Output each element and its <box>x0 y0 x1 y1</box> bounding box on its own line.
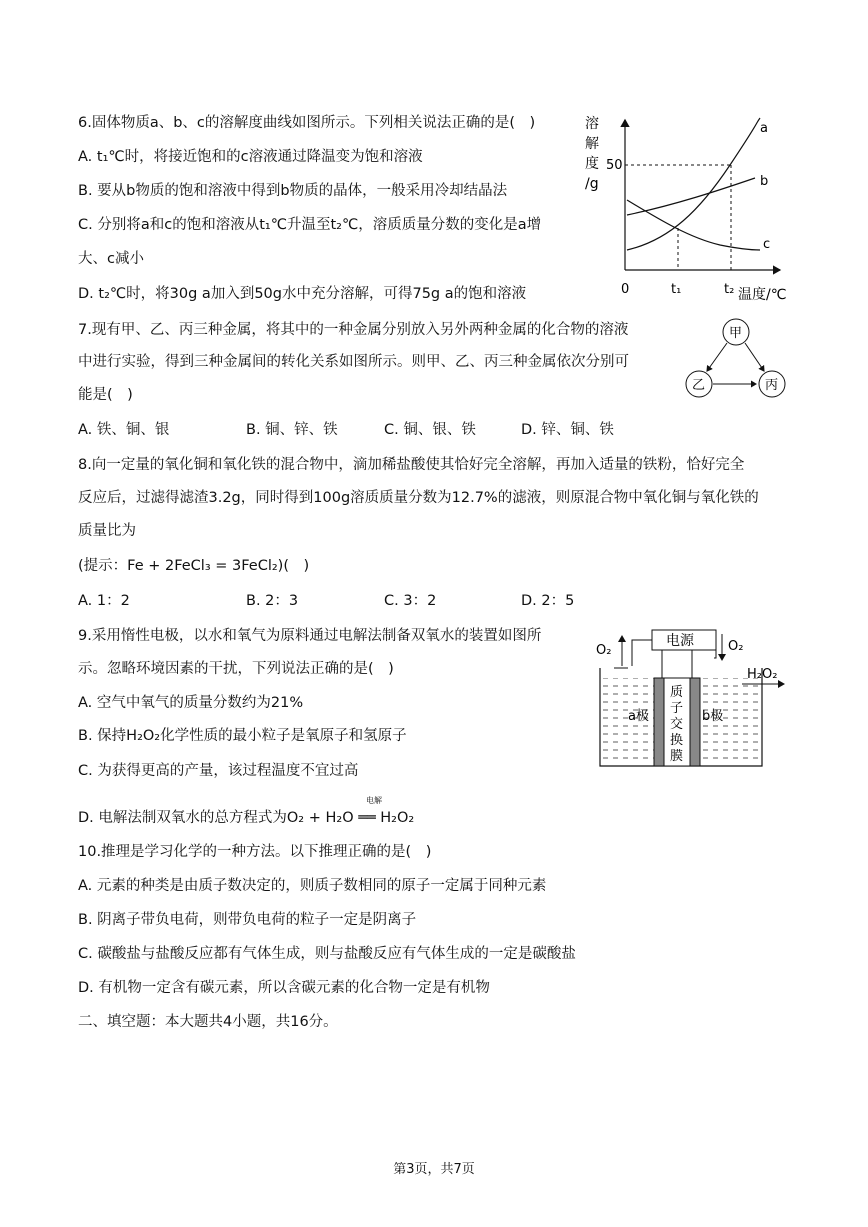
q7-stem-line2: 中进行实验，得到三种金属间的转化关系如图所示。则甲、乙、丙三种金属依次分别可 <box>78 354 629 370</box>
electrode-a-label: a极 <box>628 709 649 724</box>
q8-hint: (提示：Fe + 2FeCl₃ = 3FeCl₂)( ) <box>78 558 310 574</box>
node-bing-label: 丙 <box>765 378 779 393</box>
membrane-char-3: 交 <box>670 717 684 732</box>
electrode-a <box>654 678 664 766</box>
curve-b <box>627 178 755 215</box>
q9-stem-line1: 9.采用惰性电极，以水和氧气为原料通过电解法制备双氧水的装置如图所 <box>78 628 542 644</box>
q7-option-c: C. 铜、银、铁 <box>384 422 476 438</box>
membrane-char-1: 质 <box>670 685 684 700</box>
q10-option-c: C. 碳酸盐与盐酸反应都有气体生成，则与盐酸反应有气体生成的一定是碳酸盐 <box>78 946 576 962</box>
membrane-char-5: 膜 <box>670 749 684 764</box>
curve-a <box>627 118 760 250</box>
membrane-char-4: 换 <box>670 733 684 748</box>
q9-option-b: B. 保持H₂O₂化学性质的最小粒子是氧原子和氢原子 <box>78 728 407 744</box>
q8-option-c: C. 3：2 <box>384 593 437 609</box>
q8-stem-line3: 质量比为 <box>78 523 136 539</box>
q8-option-a: A. 1：2 <box>78 593 130 609</box>
q7-option-d: D. 锌、铜、铁 <box>521 422 614 438</box>
h2o2-label: H₂O₂ <box>747 667 778 682</box>
o2-right-label: O₂ <box>728 639 744 654</box>
page-footer: 第3页，共7页 <box>393 1162 475 1177</box>
q8-stem-line2: 反应后，过滤得滤渣3.2g，同时得到100g溶质质量分数为12.7%的滤液，则原混合物中氧化铜与氧化铁的 <box>78 490 759 506</box>
q10-option-d: D. 有机物一定含有碳元素，所以含碳元素的化合物一定是有机物 <box>78 980 490 996</box>
q7-stem-line3: 能是( ) <box>78 387 133 403</box>
chart-ylabel-2: 解 <box>585 136 599 152</box>
electrode-b-label: b极 <box>702 709 724 724</box>
chart-xlabel: 温度/℃ <box>738 287 787 303</box>
q9-option-a: A. 空气中氧气的质量分数约为21% <box>78 695 304 711</box>
q8-stem-line1: 8.向一定量的氧化铜和氧化铁的混合物中，滴加稀盐酸使其恰好完全溶解，再加入适量的铁粉，恰好完全 <box>78 457 745 473</box>
q6-stem: 6.固体物质a、b、c的溶解度曲线如图所示。下列相关说法正确的是( ) <box>78 115 536 131</box>
q6-option-c-line1: C. 分别将a和c的饱和溶液从t₁℃升温至t₂℃，溶质质量分数的变化是a增 <box>78 217 542 233</box>
q6-option-b: B. 要从b物质的饱和溶液中得到b物质的晶体，一般采用冷却结晶法 <box>78 183 508 199</box>
metal-conversion-diagram <box>680 316 790 404</box>
chart-x-tick-t2: t₂ <box>724 282 735 297</box>
curve-c <box>627 200 760 250</box>
q9-option-c: C. 为获得更高的产量，该过程温度不宜过高 <box>78 763 359 779</box>
q8-option-b: B. 2：3 <box>246 593 299 609</box>
q6-option-a: A. t₁℃时，将接近饱和的c溶液通过降温变为饱和溶液 <box>78 149 423 165</box>
node-yi-label: 乙 <box>692 378 706 393</box>
q10-option-a: A. 元素的种类是由质子数决定的，则质子数相同的原子一定属于同种元素 <box>78 878 547 894</box>
q8-option-d: D. 2：5 <box>521 593 575 609</box>
q7-option-a: A. 铁、铜、银 <box>78 422 170 438</box>
q10-stem: 10.推理是学习化学的一种方法。以下推理正确的是( ) <box>78 844 432 860</box>
curve-c-label: c <box>763 237 771 252</box>
solubility-curve-chart <box>580 110 800 310</box>
q9-option-d-condition: 电解 <box>366 796 382 805</box>
q9-option-d: D. 电解法制双氧水的总方程式为O₂ + H₂O ══ H₂O₂ <box>78 810 415 826</box>
arrow-jia-bing <box>745 343 764 371</box>
membrane-char-2: 子 <box>670 701 684 716</box>
chart-x-tick-t1: t₁ <box>671 282 682 297</box>
electrolysis-apparatus <box>592 626 792 770</box>
chart-ylabel-1: 溶 <box>585 116 599 132</box>
q7-stem-line1: 7.现有甲、乙、丙三种金属，将其中的一种金属分别放入另外两种金属的化合物的溶液 <box>78 322 629 338</box>
curve-b-label: b <box>760 174 769 189</box>
q10-option-b: B. 阴离子带负电荷，则带负电荷的粒子一定是阴离子 <box>78 912 417 928</box>
electrode-b <box>690 678 700 766</box>
chart-ylabel-3: 度 <box>585 156 599 172</box>
power-label: 电源 <box>666 633 694 649</box>
section-2-heading: 二、填空题：本大题共4小题，共16分。 <box>78 1014 338 1030</box>
node-jia-label: 甲 <box>729 326 743 341</box>
chart-ylabel-4: /g <box>585 176 599 192</box>
chart-y-tick-50: 50 <box>606 158 623 173</box>
q7-option-b: B. 铜、锌、铁 <box>246 422 338 438</box>
o2-left-label: O₂ <box>596 643 612 658</box>
chart-origin: 0 <box>621 282 630 297</box>
q6-option-c-line2: 大、c减小 <box>78 251 144 267</box>
arrow-jia-yi <box>707 343 727 371</box>
q6-option-d: D. t₂℃时，将30g a加入到50g水中充分溶解，可得75g a的饱和溶液 <box>78 286 527 302</box>
q9-stem-line2: 示。忽略环境因素的干扰，下列说法正确的是( ) <box>78 661 394 677</box>
curve-a-label: a <box>760 121 768 136</box>
